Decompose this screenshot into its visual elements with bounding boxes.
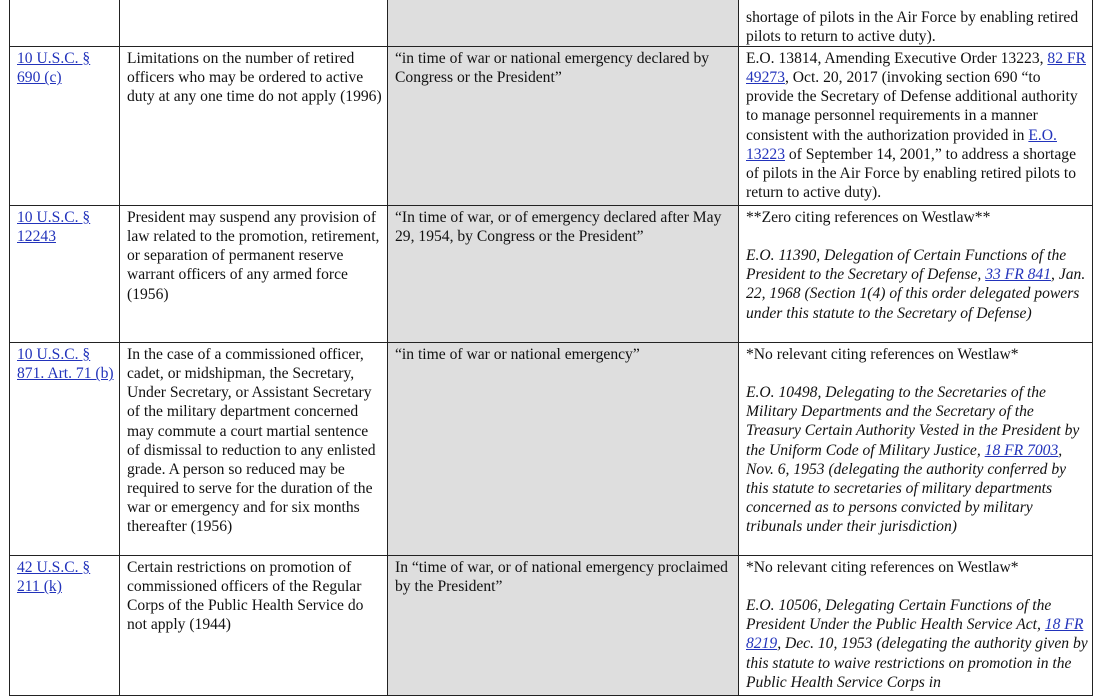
description-cell: Certain restrictions on promotion of commissioned officers of the Regular Corps of the Public Health Service do not apply (1944) (120, 556, 388, 696)
citation-cell (10, 343, 120, 556)
usage-text: E.O. 11390, Delegation of Certain Functions of the President to the Secretary of Defense, (746, 247, 1067, 284)
usage-cell: shortage of pilots in the Air Force by enabling retired pilots to return to active duty). (739, 0, 1093, 47)
trigger-cell (388, 0, 739, 47)
usage-text: , Nov. 6, 1953 (delegating the authority conferred by this statute to secretaries of military departments concerned as to persons convicted by military tribunals under their jurisdiction) (746, 441, 1067, 535)
usage-text: , Oct. 20, 2017 (invoking section 690 “to provide the Secretary of Defense additional authority to manage personnel requirements in a manner consistent with the authorization provided in (746, 69, 1078, 144)
federal-register-link[interactable]: 18 FR 8219 (746, 616, 1084, 653)
citation-cell (10, 47, 120, 206)
citation-link[interactable]: 10 U.S.C. § 871. Art. 71 (b) (17, 346, 114, 383)
description-cell (120, 0, 388, 47)
westlaw-note: *No relevant citing references on Westlaw* (746, 346, 1019, 364)
usage-text: E.O. 10506, Delegating Certain Functions of the President Under the Public Health Service Act, (746, 597, 1052, 634)
usage-cell (739, 556, 1093, 696)
federal-register-link[interactable]: 33 FR 841 (985, 266, 1052, 284)
westlaw-note: *No relevant citing references on Westlaw* (746, 559, 1019, 577)
table-row (10, 206, 1093, 343)
table-row (10, 0, 1093, 47)
trigger-cell: “in time of war or national emergency declared by Congress or the President” (388, 47, 739, 206)
usage-cell (739, 47, 1093, 206)
usage-cell (739, 206, 1093, 343)
westlaw-note: **Zero citing references on Westlaw** (746, 209, 991, 227)
citation-link[interactable]: 42 U.S.C. § 211 (k) (17, 559, 91, 596)
description-cell: President may suspend any provision of law related to the promotion, retirement, or separation of permanent reserve warrant officers of any armed force (1956) (120, 206, 388, 343)
usage-text: , Dec. 10, 1953 (delegating the authority given by this statute to waive restrictions on promotion in the Public Health Service Corps in (746, 635, 1088, 691)
citation-cell (10, 0, 120, 47)
citation-link[interactable]: 10 U.S.C. § 12243 (17, 209, 91, 246)
trigger-cell: “In time of war, or of emergency declared after May 29, 1954, by Congress or the President” (388, 206, 739, 343)
description-cell: Limitations on the number of retired officers who may be ordered to active duty at any one time do not apply (1996) (120, 47, 388, 206)
executive-order-entry (746, 383, 1088, 536)
federal-register-link[interactable]: 82 FR 49273 (746, 50, 1086, 87)
citation-cell (10, 556, 120, 696)
trigger-cell: “in time of war or national emergency” (388, 343, 739, 556)
usage-cell (739, 343, 1093, 556)
trigger-cell: In “time of war, or of national emergency proclaimed by the President” (388, 556, 739, 696)
table-row (10, 47, 1093, 206)
citation-link[interactable]: 10 U.S.C. § 690 (c) (17, 50, 91, 87)
federal-register-link[interactable]: 18 FR 7003 (984, 441, 1059, 459)
table-row (10, 343, 1093, 556)
statutes-table (9, 0, 1093, 696)
usage-text: , Jan. 22, 1968 (Section 1(4) of this order delegated powers under this statute to the Secretary of Defense) (746, 266, 1086, 322)
usage-text: of September 14, 2001,” to address a shortage of pilots in the Air Force by enabling retired pilots to return to active duty). (746, 145, 1077, 201)
citation-cell (10, 206, 120, 343)
executive-order-entry (746, 246, 1088, 322)
usage-text: E.O. 10498, Delegating to the Secretaries of the Military Departments and the Secretary of the Treasury Certain Authority Vested in the President by the Uniform Code of Military Justice, (746, 384, 1080, 459)
usage-text: E.O. 13814, Amending Executive Order 13223, (746, 50, 1048, 68)
executive-order-link[interactable]: E.O. 13223 (746, 126, 1057, 163)
table-row (10, 556, 1093, 696)
executive-order-entry (746, 596, 1088, 691)
description-cell: In the case of a commissioned officer, cadet, or midshipman, the Secretary, Under Secretary, or Assistant Secretary of the military department concerned may commute a court martial sentence of dismissal to reduction to any enlisted grade. A person so reduced may be required to serve for the duration of the war or emergency and for six months thereafter (1956) (120, 343, 388, 556)
